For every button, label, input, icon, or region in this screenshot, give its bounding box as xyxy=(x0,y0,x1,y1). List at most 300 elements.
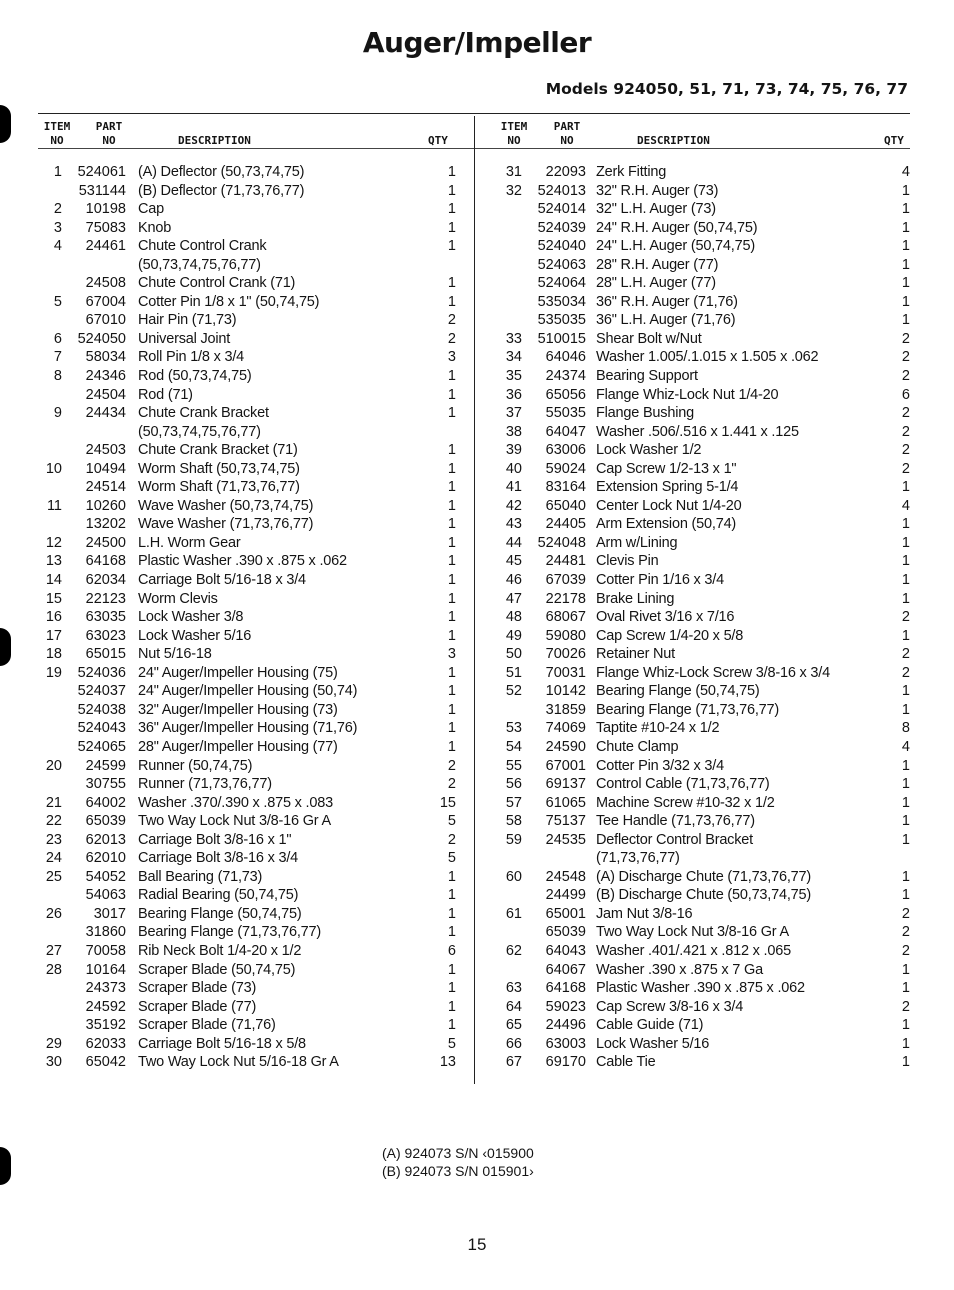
quantity: 1 xyxy=(901,293,910,310)
table-row xyxy=(486,460,910,479)
table-row xyxy=(38,1016,458,1035)
description: Roll Pin 1/8 x 3/4 xyxy=(138,349,245,366)
table-row xyxy=(486,645,910,664)
part-no: 10164 xyxy=(85,961,126,978)
description: Washer .506/.516 x 1.441 x .125 xyxy=(596,423,799,440)
description: Wave Washer (50,73,74,75) xyxy=(138,497,314,514)
description: Worm Shaft (71,73,76,77) xyxy=(138,479,300,496)
quantity: 1 xyxy=(901,1054,910,1071)
quantity: 2 xyxy=(447,312,456,329)
part-no: 24599 xyxy=(85,757,126,774)
table-row xyxy=(486,812,910,831)
item-no: 42 xyxy=(505,497,522,514)
description: (50,73,74,75,76,77) xyxy=(138,256,261,273)
table-row xyxy=(38,256,458,275)
item-no: 24 xyxy=(45,850,62,867)
table-row xyxy=(38,664,458,683)
item-no: 22 xyxy=(45,813,62,830)
table-row xyxy=(38,775,458,794)
item-no: 2 xyxy=(53,201,62,218)
quantity: 6 xyxy=(447,942,456,959)
part-no: 70031 xyxy=(545,664,586,681)
part-no: 24514 xyxy=(85,479,126,496)
description: Plastic Washer .390 x .875 x .062 xyxy=(596,980,805,997)
item-no: 27 xyxy=(45,942,62,959)
part-no: 67001 xyxy=(545,757,586,774)
item-no: 33 xyxy=(505,330,522,347)
description: Cap Screw 3/8-16 x 3/4 xyxy=(596,998,744,1015)
description: Extension Spring 5-1/4 xyxy=(596,479,739,496)
description: Flange Whiz-Lock Screw 3/8-16 x 3/4 xyxy=(596,664,830,681)
item-no: 11 xyxy=(46,497,62,514)
table-row xyxy=(486,608,910,627)
description: Washer .390 x .875 x 7 Ga xyxy=(596,961,763,978)
part-no: 69137 xyxy=(545,776,586,793)
part-no: 64047 xyxy=(545,423,586,440)
item-no: 8 xyxy=(53,368,62,385)
part-no: 24503 xyxy=(85,442,126,459)
quantity: 1 xyxy=(901,683,910,700)
table-row xyxy=(38,590,458,609)
item-no: 6 xyxy=(53,330,62,347)
description: Bearing Support xyxy=(596,368,698,385)
part-no: 524036 xyxy=(77,664,126,681)
table-row xyxy=(486,719,910,738)
table-row xyxy=(38,330,458,349)
description: 36" Auger/Impeller Housing (71,76) xyxy=(138,720,358,737)
description: Zerk Fitting xyxy=(596,164,667,180)
part-no: 24504 xyxy=(85,386,126,403)
part-no: 75083 xyxy=(85,219,126,236)
table-row xyxy=(486,256,910,275)
item-no: 30 xyxy=(45,1054,62,1071)
table-row xyxy=(486,998,910,1017)
part-no: 535035 xyxy=(537,312,586,329)
table-row xyxy=(486,534,910,553)
item-no: 17 xyxy=(45,627,62,644)
part-no: 65039 xyxy=(85,813,126,830)
description: Carriage Bolt 5/16-18 x 3/4 xyxy=(138,572,306,589)
quantity: 1 xyxy=(447,905,456,922)
description: Rib Neck Bolt 1/4-20 x 1/2 xyxy=(138,942,302,959)
part-no: 24500 xyxy=(85,534,126,551)
table-row xyxy=(486,961,910,980)
description: Runner (50,74,75) xyxy=(138,757,253,774)
description: Oval Rivet 3/16 x 7/16 xyxy=(596,609,735,626)
table-row xyxy=(486,868,910,887)
quantity: 1 xyxy=(901,553,910,570)
table-row xyxy=(38,961,458,980)
quantity: 1 xyxy=(447,201,456,218)
item-no: 21 xyxy=(45,794,62,811)
item-no: 50 xyxy=(505,646,522,663)
part-no: 63003 xyxy=(545,1035,586,1052)
part-no: 524039 xyxy=(537,219,586,236)
quantity: 3 xyxy=(447,646,456,663)
part-no: 64067 xyxy=(545,961,586,978)
table-row xyxy=(486,1035,910,1054)
item-no: 61 xyxy=(505,905,522,922)
binding-hole-mark xyxy=(0,628,11,666)
description: 24" R.H. Auger (50,74,75) xyxy=(596,219,758,236)
description: 32" Auger/Impeller Housing (73) xyxy=(138,701,338,718)
table-row xyxy=(486,757,910,776)
quantity: 3 xyxy=(447,349,456,366)
table-row xyxy=(38,608,458,627)
quantity: 1 xyxy=(447,664,456,681)
quantity: 2 xyxy=(447,831,456,848)
description: Control Cable (71,73,76,77) xyxy=(596,776,770,793)
description: Scraper Blade (73) xyxy=(138,980,257,997)
quantity: 1 xyxy=(901,794,910,811)
description: Lock Washer 3/8 xyxy=(138,609,244,626)
part-no: 524037 xyxy=(77,683,126,700)
quantity: 2 xyxy=(447,757,456,774)
quantity: 13 xyxy=(439,1054,456,1071)
part-no: 24499 xyxy=(545,887,586,904)
description: Retainer Nut xyxy=(596,646,675,663)
table-row xyxy=(486,886,910,905)
description: (B) Deflector (71,73,76,77) xyxy=(138,182,305,199)
table-row xyxy=(486,738,910,757)
description: Washer 1.005/.1.015 x 1.505 x .062 xyxy=(596,349,819,366)
quantity: 2 xyxy=(901,664,910,681)
quantity: 1 xyxy=(901,516,910,533)
part-no: 68067 xyxy=(545,609,586,626)
binding-hole-mark xyxy=(0,1147,11,1185)
quantity: 1 xyxy=(447,182,456,199)
description: Radial Bearing (50,74,75) xyxy=(138,887,299,904)
quantity: 1 xyxy=(447,516,456,533)
part-no: 24405 xyxy=(545,516,586,533)
part-no: 24434 xyxy=(85,405,126,422)
quantity: 1 xyxy=(901,701,910,718)
table-row xyxy=(486,423,910,442)
quantity: 6 xyxy=(901,386,910,403)
item-no: 34 xyxy=(505,349,522,366)
quantity: 2 xyxy=(901,998,910,1015)
item-no: 37 xyxy=(505,405,522,422)
description: Lock Washer 1/2 xyxy=(596,442,702,459)
quantity: 1 xyxy=(901,776,910,793)
description: Flange Whiz-Lock Nut 1/4-20 xyxy=(596,386,779,403)
quantity: 1 xyxy=(901,831,910,848)
table-row xyxy=(486,923,910,942)
part-no: 524013 xyxy=(537,182,586,199)
item-no: 4 xyxy=(53,238,62,255)
part-no: 59080 xyxy=(545,627,586,644)
description: Taptite #10-24 x 1/2 xyxy=(596,720,720,737)
item-no: 32 xyxy=(505,182,522,199)
description: (71,73,76,77) xyxy=(596,850,680,867)
description: Center Lock Nut 1/4-20 xyxy=(596,497,742,514)
quantity: 1 xyxy=(901,1035,910,1052)
description: Ball Bearing (71,73) xyxy=(138,868,263,885)
part-no: 30755 xyxy=(85,776,126,793)
part-no: 54052 xyxy=(85,868,126,885)
quantity: 1 xyxy=(901,219,910,236)
table-row xyxy=(38,719,458,738)
description: Chute Clamp xyxy=(596,738,679,755)
item-no: 18 xyxy=(45,646,62,663)
quantity: 1 xyxy=(447,683,456,700)
quantity: 15 xyxy=(439,794,456,811)
quantity: 1 xyxy=(447,553,456,570)
part-no: 65042 xyxy=(85,1054,126,1071)
description: Rod (50,73,74,75) xyxy=(138,368,252,385)
quantity: 1 xyxy=(901,275,910,292)
quantity: 2 xyxy=(901,330,910,347)
description: Lock Washer 5/16 xyxy=(596,1035,710,1052)
part-no: 524050 xyxy=(77,330,126,347)
description: 28" Auger/Impeller Housing (77) xyxy=(138,738,338,755)
table-row xyxy=(486,182,910,201)
quantity: 1 xyxy=(447,961,456,978)
quantity: 2 xyxy=(447,776,456,793)
quantity: 1 xyxy=(447,479,456,496)
table-row xyxy=(486,552,910,571)
part-no: 31860 xyxy=(85,924,126,941)
part-no: 24346 xyxy=(85,368,126,385)
quantity: 2 xyxy=(447,330,456,347)
item-no: 23 xyxy=(45,831,62,848)
item-no: 54 xyxy=(505,738,522,755)
part-no: 22123 xyxy=(85,590,126,607)
table-row xyxy=(486,664,910,683)
part-no: 24592 xyxy=(85,998,126,1015)
header-qty: QTY xyxy=(428,134,448,147)
footnote-a: (A) 924073 S/N ‹015900 xyxy=(382,1145,534,1161)
quantity: 1 xyxy=(901,961,910,978)
description: Cap Screw 1/2-13 x 1" xyxy=(596,460,737,477)
table-row xyxy=(486,515,910,534)
table-row xyxy=(486,942,910,961)
table-row xyxy=(486,293,910,312)
quantity: 8 xyxy=(901,720,910,737)
part-no: 24481 xyxy=(545,553,586,570)
table-row xyxy=(38,701,458,720)
quantity: 2 xyxy=(901,942,910,959)
part-no: 62010 xyxy=(85,850,126,867)
quantity: 2 xyxy=(901,405,910,422)
part-no: 65040 xyxy=(545,497,586,514)
item-no: 56 xyxy=(505,776,522,793)
description: Carriage Bolt 5/16-18 x 5/8 xyxy=(138,1035,306,1052)
item-no: 44 xyxy=(505,534,522,551)
table-row xyxy=(486,701,910,720)
part-no: 524038 xyxy=(77,701,126,718)
item-no: 67 xyxy=(505,1054,522,1071)
part-no: 24373 xyxy=(85,980,126,997)
quantity: 1 xyxy=(901,590,910,607)
table-row xyxy=(38,367,458,386)
quantity: 2 xyxy=(901,609,910,626)
description: Plastic Washer .390 x .875 x .062 xyxy=(138,553,347,570)
item-no: 25 xyxy=(45,868,62,885)
item-no: 29 xyxy=(45,1035,62,1052)
table-row xyxy=(486,1016,910,1035)
part-no: 524063 xyxy=(537,256,586,273)
part-no: 510015 xyxy=(537,330,586,347)
description: Chute Control Crank xyxy=(138,238,267,255)
quantity: 1 xyxy=(447,405,456,422)
description: Worm Shaft (50,73,74,75) xyxy=(138,460,300,477)
description: (A) Deflector (50,73,74,75) xyxy=(138,164,305,180)
table-row xyxy=(38,552,458,571)
part-no: 10494 xyxy=(85,460,126,477)
quantity: 1 xyxy=(447,572,456,589)
part-no: 24590 xyxy=(545,738,586,755)
table-row xyxy=(38,571,458,590)
part-no: 24548 xyxy=(545,868,586,885)
part-no: 62033 xyxy=(85,1035,126,1052)
description: Runner (71,73,76,77) xyxy=(138,776,272,793)
table-row xyxy=(38,645,458,664)
table-row xyxy=(486,849,910,868)
description: Chute Crank Bracket xyxy=(138,405,269,422)
header-qty: QTY xyxy=(884,134,904,147)
part-no: 63006 xyxy=(545,442,586,459)
item-no: 53 xyxy=(505,720,522,737)
table-row xyxy=(486,497,910,516)
part-no: 10198 xyxy=(85,201,126,218)
quantity: 1 xyxy=(901,887,910,904)
item-no: 36 xyxy=(505,386,522,403)
header-description: DESCRIPTION xyxy=(178,134,251,147)
quantity: 1 xyxy=(447,924,456,941)
description: Cap xyxy=(138,201,164,218)
table-row xyxy=(486,627,910,646)
quantity: 1 xyxy=(447,609,456,626)
quantity: 1 xyxy=(447,1017,456,1034)
item-no: 60 xyxy=(505,868,522,885)
part-no: 55035 xyxy=(545,405,586,422)
description: Wave Washer (71,73,76,77) xyxy=(138,516,314,533)
part-no: 24535 xyxy=(545,831,586,848)
part-no: 22178 xyxy=(545,590,586,607)
item-no: 3 xyxy=(53,219,62,236)
table-row xyxy=(38,979,458,998)
item-no: 20 xyxy=(45,757,62,774)
quantity: 1 xyxy=(447,275,456,292)
quantity: 1 xyxy=(447,442,456,459)
table-row xyxy=(38,348,458,367)
description: Arm w/Lining xyxy=(596,534,678,551)
item-no: 9 xyxy=(53,405,62,422)
part-no: 64168 xyxy=(85,553,126,570)
quantity: 2 xyxy=(901,442,910,459)
part-no: 74069 xyxy=(545,720,586,737)
part-no: 67039 xyxy=(545,572,586,589)
item-no: 28 xyxy=(45,961,62,978)
table-row xyxy=(486,794,910,813)
item-no: 15 xyxy=(45,590,62,607)
table-row xyxy=(486,979,910,998)
description: Rod (71) xyxy=(138,386,193,403)
part-no: 524043 xyxy=(77,720,126,737)
part-no: 59024 xyxy=(545,460,586,477)
header-part-no: PART NO xyxy=(95,120,123,147)
part-no: 524040 xyxy=(537,238,586,255)
item-no: 16 xyxy=(45,609,62,626)
table-row xyxy=(486,311,910,330)
table-row xyxy=(38,849,458,868)
table-row xyxy=(486,386,910,405)
table-row xyxy=(38,627,458,646)
quantity: 5 xyxy=(447,813,456,830)
table-row xyxy=(38,942,458,961)
item-no: 47 xyxy=(505,590,522,607)
description: Cotter Pin 1/16 x 3/4 xyxy=(596,572,724,589)
description: Bearing Flange (50,74,75) xyxy=(596,683,760,700)
quantity: 4 xyxy=(901,164,910,180)
description: Cap Screw 1/4-20 x 5/8 xyxy=(596,627,744,644)
part-no: 64046 xyxy=(545,349,586,366)
description: Cotter Pin 1/8 x 1" (50,74,75) xyxy=(138,293,320,310)
part-no: 10142 xyxy=(545,683,586,700)
description: Jam Nut 3/8-16 xyxy=(596,905,693,922)
quantity: 2 xyxy=(901,349,910,366)
item-no: 13 xyxy=(45,553,62,570)
table-row xyxy=(486,274,910,293)
item-no: 43 xyxy=(505,516,522,533)
table-row xyxy=(38,274,458,293)
description: Deflector Control Bracket xyxy=(596,831,753,848)
quantity: 1 xyxy=(447,368,456,385)
table-row xyxy=(38,515,458,534)
description: Cable Tie xyxy=(596,1054,656,1071)
part-no: 54063 xyxy=(85,887,126,904)
table-row xyxy=(486,348,910,367)
part-no: 24508 xyxy=(85,275,126,292)
page-title: Auger/Impeller xyxy=(362,26,592,59)
table-row xyxy=(486,237,910,256)
item-no: 7 xyxy=(53,349,62,366)
quantity: 1 xyxy=(901,182,910,199)
description: 28" L.H. Auger (77) xyxy=(596,275,716,292)
item-no: 39 xyxy=(505,442,522,459)
table-row xyxy=(38,534,458,553)
table-row xyxy=(38,163,458,182)
description: Flange Bushing xyxy=(596,405,694,422)
item-no: 1 xyxy=(53,164,62,180)
quantity: 1 xyxy=(447,720,456,737)
item-no: 63 xyxy=(505,980,522,997)
table-top-rule xyxy=(38,113,910,114)
header-item-no: ITEM NO xyxy=(43,120,71,147)
header-description: DESCRIPTION xyxy=(637,134,710,147)
part-no: 59023 xyxy=(545,998,586,1015)
table-row xyxy=(486,775,910,794)
description: Scraper Blade (77) xyxy=(138,998,257,1015)
description: Bearing Flange (50,74,75) xyxy=(138,905,302,922)
quantity: 1 xyxy=(901,1017,910,1034)
table-row xyxy=(38,237,458,256)
item-no: 64 xyxy=(505,998,522,1015)
quantity: 1 xyxy=(901,572,910,589)
description: 24" L.H. Auger (50,74,75) xyxy=(596,238,755,255)
table-row xyxy=(38,868,458,887)
item-no: 40 xyxy=(505,460,522,477)
quantity: 2 xyxy=(901,460,910,477)
description: Tee Handle (71,73,76,77) xyxy=(596,813,755,830)
part-no: 22093 xyxy=(545,164,586,180)
quantity: 2 xyxy=(901,646,910,663)
part-no: 63035 xyxy=(85,609,126,626)
part-no: 69170 xyxy=(545,1054,586,1071)
description: Scraper Blade (71,76) xyxy=(138,1017,276,1034)
table-row xyxy=(38,812,458,831)
